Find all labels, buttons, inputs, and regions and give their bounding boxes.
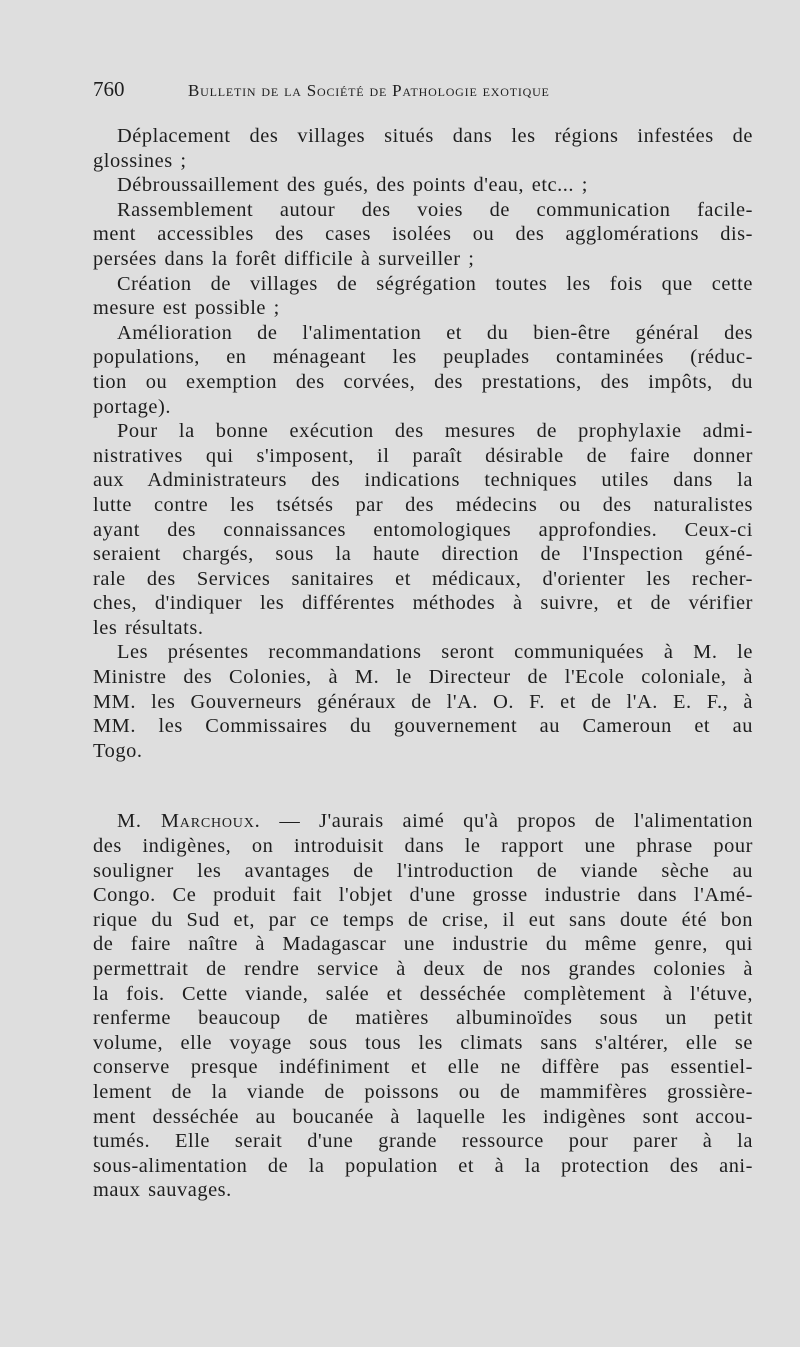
text-line: de faire naître à Madagascar une industrie du même genre, qui xyxy=(93,933,753,956)
text-line: Amélioration de l'alimentation et du bien-être général des xyxy=(117,321,753,344)
paragraph-gap xyxy=(93,763,753,809)
text-line: mesure est possible ; xyxy=(93,297,280,320)
text-line: portage). xyxy=(93,395,171,418)
text-line: maux sauvages. xyxy=(93,1179,232,1202)
text-line: la fois. Cette viande, salée et desséchée complètement à l'étuve, xyxy=(93,982,753,1005)
text-line: Togo. xyxy=(93,739,143,762)
text-line: ayant des connaissances entomologiques approfondies. Ceux-ci xyxy=(93,518,753,541)
text-line: sous-alimentation de la population et à la protection des ani- xyxy=(93,1154,753,1177)
text-line: tumés. Elle serait d'une grande ressource pour parer à la xyxy=(93,1130,753,1153)
text-line: lutte contre les tsétsés par des médecins ou des naturalistes xyxy=(93,493,753,516)
text-line: Les présentes recommandations seront communiquées à M. le xyxy=(117,641,753,664)
text-line xyxy=(93,809,753,834)
page-header xyxy=(93,78,753,102)
text-line: rique du Sud et, par ce temps de crise, il eut sans doute été bon xyxy=(93,908,753,931)
text-line: ches, d'indiquer les différentes méthodes à suivre, et de vérifier xyxy=(93,592,753,615)
text-line: ment desséchée au boucanée à laquelle les indigènes sont accou- xyxy=(93,1105,753,1128)
text-line: persées dans la forêt difficile à surveiller ; xyxy=(93,247,475,270)
text-line: conserve presque indéfiniment et elle ne diffère pas essentiel- xyxy=(93,1056,753,1079)
text-line: Pour la bonne exécution des mesures de prophylaxie admi- xyxy=(117,420,753,443)
text-line: nistratives qui s'imposent, il paraît désirable de faire donner xyxy=(93,444,753,467)
text-line: les résultats. xyxy=(93,616,204,639)
text-line: Congo. Ce produit fait l'objet d'une grosse industrie dans l'Amé- xyxy=(93,884,753,907)
text-line: Ministre des Colonies, à M. le Directeur de l'Ecole coloniale, à xyxy=(93,666,753,689)
text-line: ment accessibles des cases isolées ou des agglomérations dis- xyxy=(93,223,753,246)
text-line: Débroussaillement des gués, des points d'eau, etc... ; xyxy=(117,174,588,197)
running-title: Bulletin de la Société de Pathologie exotique xyxy=(188,81,550,100)
page-number: 760 xyxy=(93,77,125,101)
text-line: renferme beaucoup de matières albuminoïdes sous un petit xyxy=(93,1007,753,1030)
text-line: des indigènes, on introduisit dans le rapport une phrase pour xyxy=(93,835,753,858)
text-line: lement de la viande de poissons ou de mammifères grossière- xyxy=(93,1080,753,1103)
text-line: tion ou exemption des corvées, des prestations, des impôts, du xyxy=(93,370,753,393)
text-line: rale des Services sanitaires et médicaux, d'orienter les recher- xyxy=(93,567,753,590)
text-line: MM. les Gouverneurs généraux de l'A. O. F. et de l'A. E. F., à xyxy=(93,690,753,713)
speaker-text: — J'aurais aimé qu'à propos de l'alimentation xyxy=(260,810,753,833)
text-line: volume, elle voyage sous tous les climats sans s'altérer, elle se xyxy=(93,1031,753,1054)
text-line: MM. les Commissaires du gouvernement au Cameroun et au xyxy=(93,715,753,738)
text-line: aux Administrateurs des indications techniques utiles dans la xyxy=(93,469,753,492)
body-text xyxy=(93,124,753,1203)
speaker-name: M. Marchoux. xyxy=(117,810,261,833)
text-line: Rassemblement autour des voies de communication facile- xyxy=(117,198,753,221)
text-line: Création de villages de ségrégation toutes les fois que cette xyxy=(117,272,753,295)
text-line: glossines ; xyxy=(93,149,187,172)
text-line: populations, en ménageant les peuplades contaminées (réduc- xyxy=(93,346,753,369)
text-line: seraient chargés, sous la haute direction de l'Inspection géné- xyxy=(93,543,753,566)
text-line: souligner les avantages de l'introduction de viande sèche au xyxy=(93,859,753,882)
text-line: Déplacement des villages situés dans les régions infestées de xyxy=(117,125,753,147)
text-line: permettrait de rendre service à deux de nos grandes colonies à xyxy=(93,958,753,980)
